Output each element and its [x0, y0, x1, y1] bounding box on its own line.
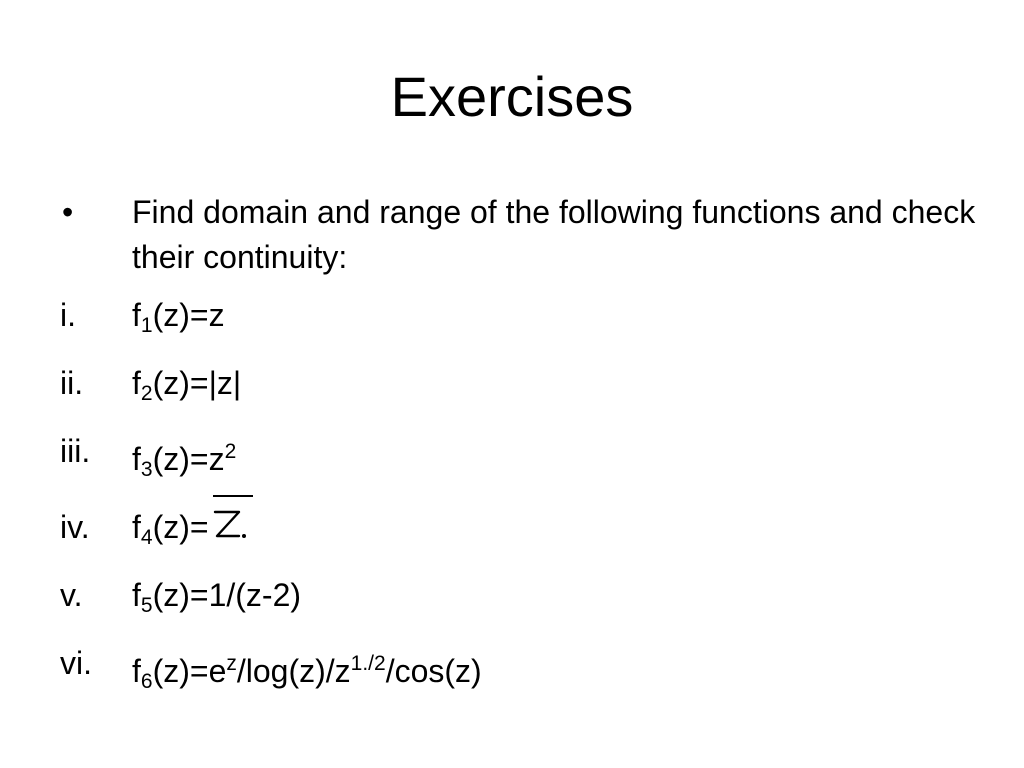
exercise-item-3: [60, 429, 980, 492]
function-definition: (z)=: [152, 509, 209, 545]
function-name: f: [132, 653, 141, 689]
function-subscript: 6: [140, 670, 153, 693]
function-definition-middle: /log(z)/z: [236, 653, 351, 689]
function-subscript: 1: [140, 314, 153, 337]
item-marker: iv.: [60, 509, 90, 545]
item-marker: v.: [60, 577, 83, 613]
bullet-marker: •: [62, 194, 74, 230]
function-definition: (z)=|z|: [152, 365, 242, 401]
exercise-item-5: [60, 573, 980, 628]
function-name: f: [132, 297, 141, 333]
exercise-list: [60, 190, 980, 717]
intro-text: Find domain and range of the following functions and check their continuity:: [132, 194, 976, 275]
item-marker: vi.: [60, 645, 92, 681]
exercise-item-2: [60, 361, 980, 416]
power-superscript: 1./2: [350, 652, 386, 675]
function-definition: (z)=1/(z-2): [152, 577, 302, 613]
function-subscript: 2: [140, 382, 153, 405]
function-name: f: [132, 577, 141, 613]
item-marker: i.: [60, 297, 76, 333]
function-superscript: 2: [224, 440, 237, 463]
intro-bullet: [60, 190, 980, 280]
item-marker: iii.: [60, 433, 91, 469]
function-subscript: 4: [140, 526, 153, 549]
exercise-item-4: [60, 505, 980, 560]
function-name: f: [132, 365, 141, 401]
item-marker: ii.: [60, 365, 84, 401]
z-bar-conjugate-icon: [209, 506, 249, 546]
exponent-superscript: z: [226, 652, 237, 675]
function-definition: (z)=z: [152, 441, 225, 477]
function-definition-tail: /cos(z): [385, 653, 482, 689]
function-definition: (z)=e: [152, 653, 227, 689]
function-name: f: [132, 441, 141, 477]
function-name: f: [132, 509, 141, 545]
slide-title: Exercises: [390, 65, 634, 128]
exercise-item-1: [60, 293, 980, 348]
function-subscript: 5: [140, 594, 153, 617]
exercise-item-6: [60, 641, 980, 704]
function-definition: (z)=z: [152, 297, 225, 333]
function-subscript: 3: [140, 458, 153, 481]
